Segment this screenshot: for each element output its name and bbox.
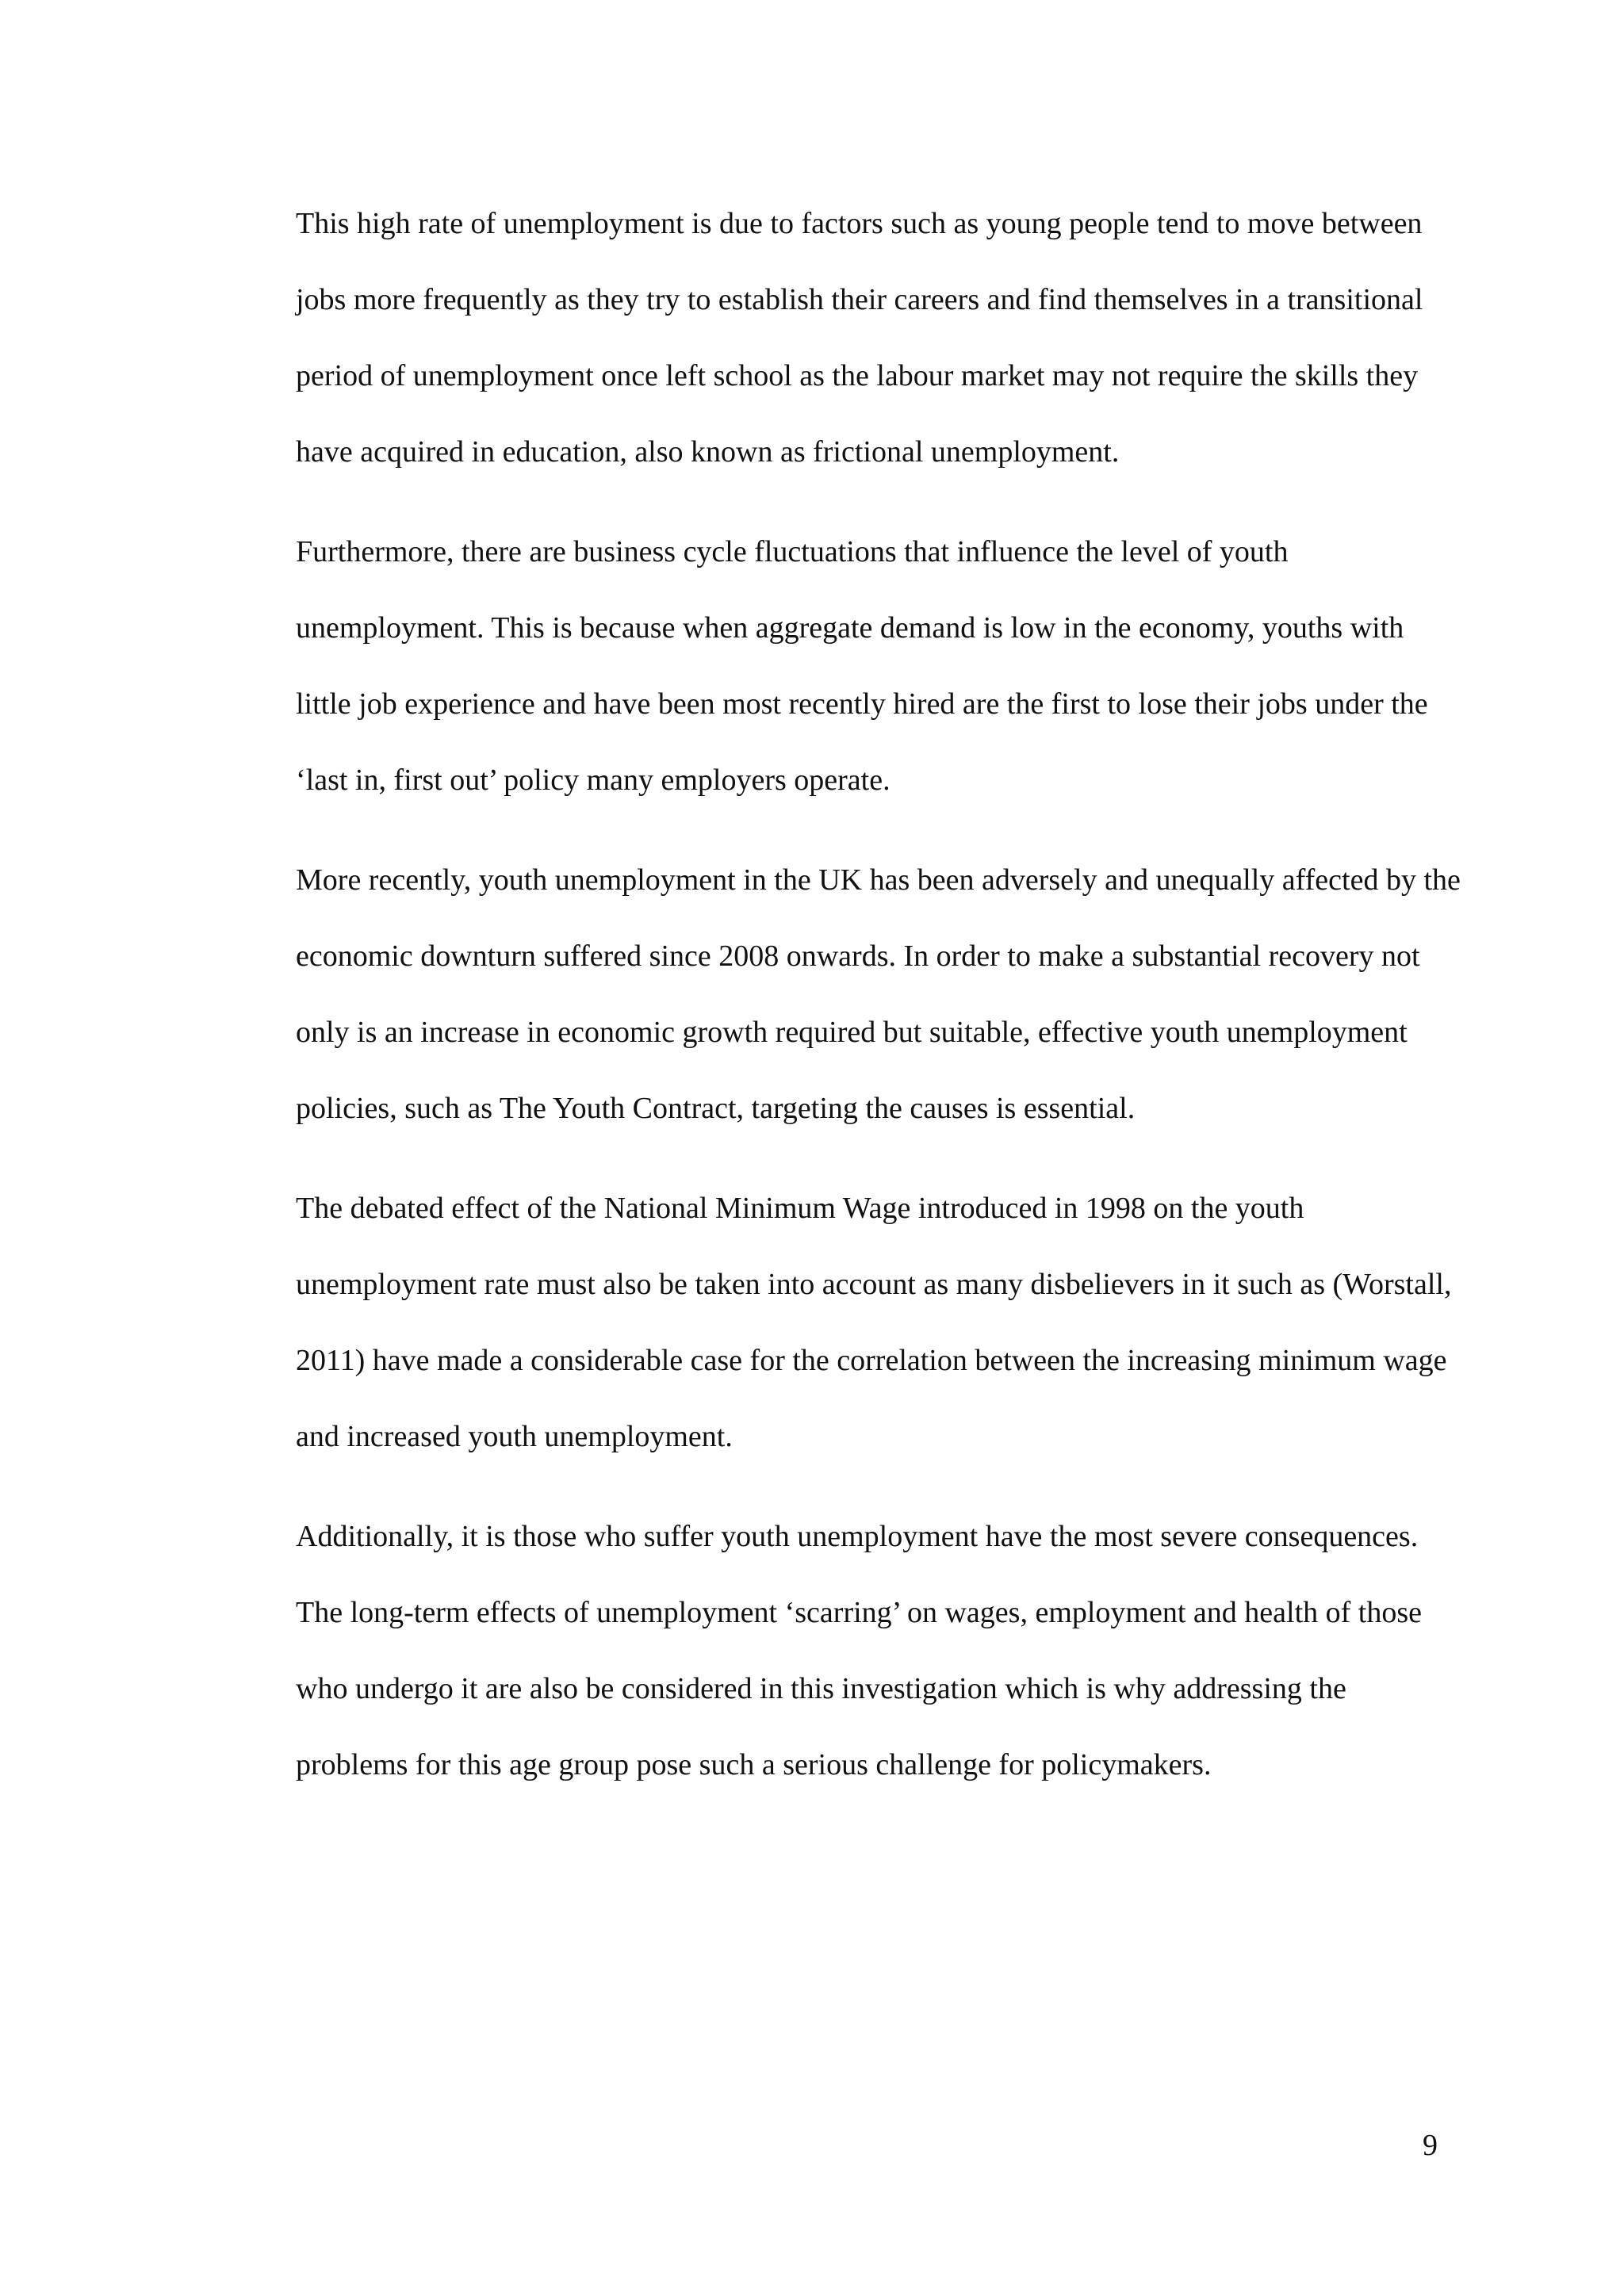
paragraph-scarring-effects: Additionally, it is those who suffer youth unemployment have the most severe consequences. The long-term effects of unemployment ‘scarring’ on wages, employment and health of those who undergo it are also be considered in this investigation which is why addressing the problems for this age group pose such a serious challenge for policymakers.: [296, 1520, 1422, 1781]
paragraph-frictional-unemployment: This high rate of unemployment is due to factors such as young people tend to move between jobs more frequently as they try to establish their careers and find themselves in a transitional period of unemployment once left school as the labour market may not require the skills they have acquired in education, also known as frictional unemployment.: [296, 207, 1423, 469]
paragraph-economic-downturn: More recently, youth unemployment in the UK has been adversely and unequally affected by the economic downturn suffered since 2008 onwards. In order to make a substantial recovery not only is an increase in economic growth required but suitable, effective youth unemployment policies, such as The Youth Contract, targeting the causes is essential.: [296, 863, 1461, 1125]
body-text: [296, 186, 1461, 1827]
paragraph-business-cycle: Furthermore, there are business cycle fluctuations that influence the level of youth unemployment. This is because when aggregate demand is low in the economy, youths with little job experience and have been most recently hired are the first to lose their jobs under the ‘last in, first out’ policy many employers operate.: [296, 535, 1428, 797]
paragraph-minimum-wage: The debated effect of the National Minimum Wage introduced in 1998 on the youth unemployment rate must also be taken into account as many disbelievers in it such as (Worstall, 2011) have made a considerable case for the correlation between the increasing minimum wage and increased youth unemployment.: [296, 1192, 1452, 1453]
page-number: 9: [1423, 2129, 1438, 2162]
